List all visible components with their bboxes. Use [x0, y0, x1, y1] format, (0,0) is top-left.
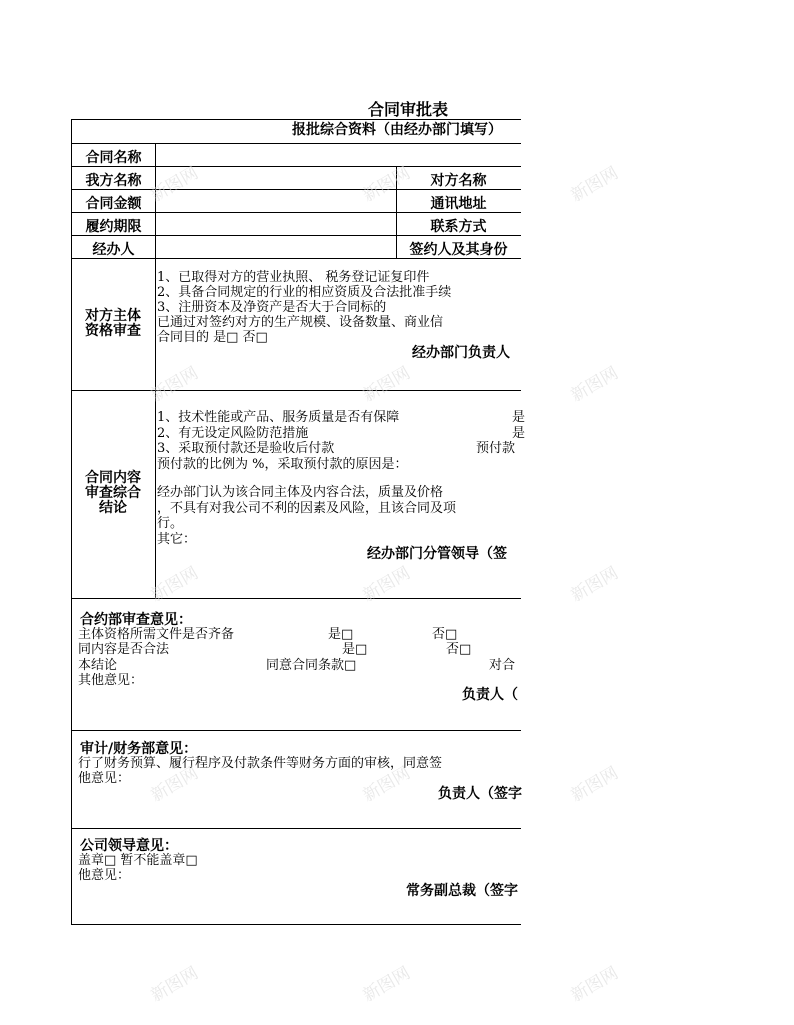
- legal-line-1-yes: 是□: [328, 627, 354, 642]
- watermark: 新图网: [359, 563, 414, 607]
- watermark: 新图网: [359, 363, 414, 407]
- section-header: 报批综合资料（由经办部门填写）: [292, 122, 502, 138]
- label-contract-name: 合同名称: [85, 150, 142, 166]
- row-line: [72, 143, 521, 144]
- watermark: 新图网: [359, 963, 414, 1007]
- label-subject-review: [72, 309, 154, 339]
- watermark: 新图网: [567, 963, 622, 1007]
- label-line: 审查综合: [85, 485, 141, 501]
- content-sign: 经办部门分管领导（签: [367, 546, 507, 562]
- label-signer: 签约人及其身份: [409, 242, 508, 258]
- subject-sign: 经办部门负责人: [412, 345, 510, 361]
- watermark: 新图网: [359, 163, 414, 207]
- legal-line-4: 其他意见：: [78, 673, 144, 688]
- legal-line-1-no: 否□: [432, 627, 458, 642]
- content-line-6: ，不具有对我公司不利的因素及风险，且该合同及项: [157, 501, 457, 516]
- subject-line-5: 合同目的 是□ 否□: [157, 330, 268, 345]
- content-line-1-tail: 是: [512, 410, 526, 425]
- legal-line-2-yes: 是□: [342, 642, 368, 657]
- legal-line-3-tail: 对合: [489, 658, 516, 673]
- watermark: 新图网: [147, 363, 202, 407]
- legal-line-3-mid: 同意合同条款□: [266, 658, 357, 673]
- leader-title: 公司领导意见：: [80, 838, 178, 854]
- content-line-1: 1、技术性能或产品、服务质量是否有保障: [157, 410, 400, 425]
- label-contact: 联系方式: [430, 219, 487, 235]
- watermark: 新图网: [147, 963, 202, 1007]
- content-line-7: 行。: [157, 516, 184, 531]
- watermark: 新图网: [147, 563, 202, 607]
- row-line: [72, 119, 521, 120]
- label-line: 对方主体: [85, 308, 141, 324]
- label-counter-party: 对方名称: [430, 173, 487, 189]
- row-line: [72, 828, 521, 829]
- content-line-3: 3、采取预付款还是验收后付款: [157, 441, 335, 456]
- label-line: 合同内容: [85, 470, 141, 486]
- row-line: [72, 730, 521, 731]
- approval-sheet: [71, 119, 526, 925]
- row-line: [72, 390, 521, 391]
- legal-title: 合约部审查意见：: [80, 612, 192, 628]
- col-line: [155, 143, 156, 598]
- watermark: 新图网: [567, 563, 622, 607]
- subject-line-1: 1、已取得对方的营业执照、 税务登记证复印件: [157, 270, 430, 285]
- watermark: 新图网: [567, 363, 622, 407]
- finance-title: 审计/财务部意见：: [80, 741, 198, 757]
- row-line: [72, 598, 521, 599]
- row-line: [72, 924, 521, 925]
- label-period: 履约期限: [85, 219, 142, 235]
- leader-line-1: 盖章□ 暂不能盖章□: [78, 853, 198, 868]
- label-amount: 合同金额: [85, 196, 142, 212]
- watermark: 新图网: [147, 163, 202, 207]
- leader-line-2: 他意见：: [78, 868, 131, 883]
- legal-sign: 负责人（: [462, 687, 518, 703]
- subject-line-2: 2、具备合同规定的行业的相应资质及合法批准手续: [157, 285, 452, 300]
- finance-line-1: 行了财务预算、履行程序及付款条件等财务方面的审核，同意签: [78, 756, 443, 771]
- watermark: 新图网: [147, 763, 202, 807]
- legal-line-2-no: 否□: [446, 642, 472, 657]
- watermark: 新图网: [567, 763, 622, 807]
- subject-line-3: 3、注册资本及净资产是否大于合同标的: [157, 300, 387, 315]
- label-address: 通讯地址: [430, 196, 487, 212]
- page-title: 合同审批表: [368, 100, 449, 119]
- legal-line-3: 本结论: [78, 658, 118, 673]
- content-line-3-tail: 预付款: [476, 441, 516, 456]
- label-line: 资格审查: [85, 323, 141, 339]
- subject-line-4: 已通过对签约对方的生产规模、设备数量、商业信: [157, 315, 444, 330]
- watermark: 新图网: [567, 163, 622, 207]
- content-line-5: 经办部门认为该合同主体及内容合法，质量及价格: [157, 485, 444, 500]
- legal-line-1: 主体资格所需文件是否齐备: [78, 627, 235, 642]
- leader-sign: 常务副总裁（签字: [406, 883, 518, 899]
- finance-sign: 负责人（签字: [438, 786, 522, 802]
- label-content-review: [72, 471, 154, 516]
- content-line-8: 其它：: [157, 532, 197, 547]
- label-handler: 经办人: [92, 242, 135, 258]
- label-our-party: 我方名称: [85, 173, 142, 189]
- label-line: 结论: [99, 500, 127, 516]
- content-line-2: 2、有无设定风险防范措施: [157, 426, 309, 441]
- legal-line-2: 同内容是否合法: [78, 642, 170, 657]
- content-line-4: 预付款的比例为 %，采取预付款的原因是：: [157, 457, 408, 472]
- content-line-2-tail: 是: [512, 426, 526, 441]
- finance-line-2: 他意见：: [78, 771, 131, 786]
- watermark: 新图网: [359, 763, 414, 807]
